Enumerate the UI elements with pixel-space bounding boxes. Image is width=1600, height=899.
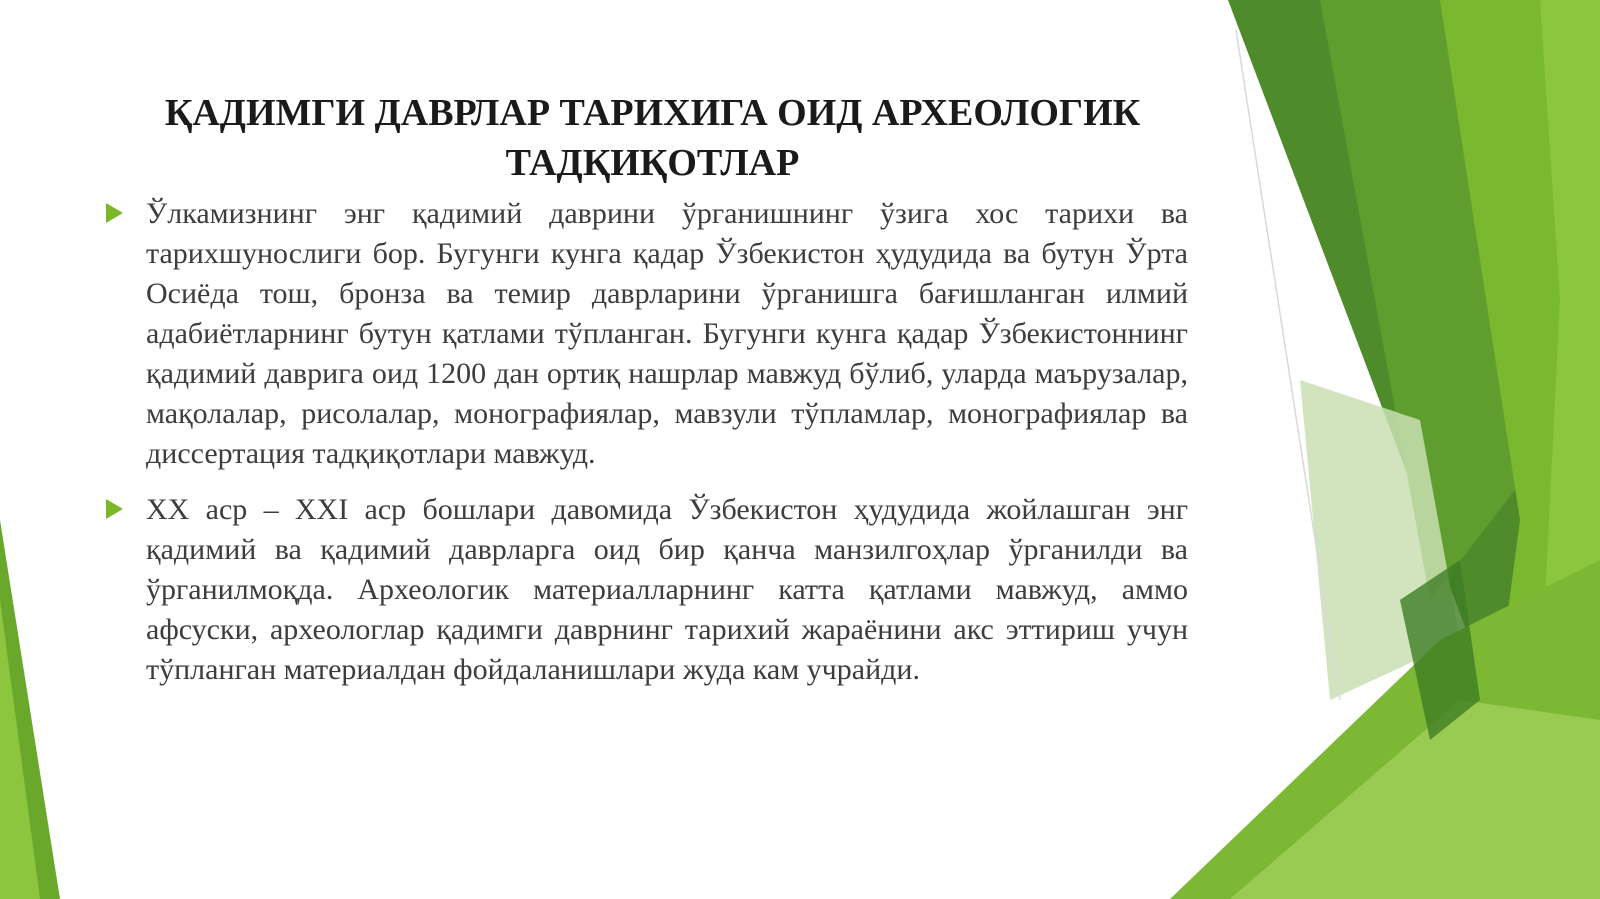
bullet-arrow-icon: [106, 499, 123, 519]
list-item: [100, 490, 1188, 690]
slide-title: ҚАДИМГИ ДАВРЛАР ТАРИХИГА ОИД АРХЕОЛОГИК ТАДҚИҚОТЛАР: [164, 92, 1141, 184]
bullet-arrow-icon: [106, 203, 123, 223]
list-item: [100, 194, 1188, 474]
bullet-list: [100, 194, 1188, 706]
bullet-text: XX аср – XXI аср бошлари давомида Ўзбекистон ҳудудида жойлашган энг қадимий ва қадимий даврларга оид бир қанча манзилгоҳлар ўрганилди ва ўрганилмоқда. Археологик материалларнинг катта қатлами мавжуд, аммо афсуски, археологлар қадимги даврнинг тарихий жараёнини акс эттириш учун тўпланган материалдан фойдаланишлари жуда кам учрайди.: [146, 493, 1188, 686]
bullet-text: Ўлкамизнинг энг қадимий даврини ўрганишнинг ўзига хос тарихи ва тарихшунослиги бор. Бугунги кунга қадар Ўзбекистон ҳудудида ва бутун Ўрта Осиёда тош, бронза ва темир даврларини ўрганишга бағишланган илмий адабиётларнинг бутун қатлами тўпланган. Бугунги кунга қадар Ўзбекистоннинг қадимий даврига оид 1200 дан ортиқ нашрлар мавжуд бўлиб, уларда маърузалар, мақолалар, рисолалар, монографиялар, мавзули тўпламлар, монографиялар ва диссертация тадқиқотлари мавжуд.: [146, 197, 1188, 470]
